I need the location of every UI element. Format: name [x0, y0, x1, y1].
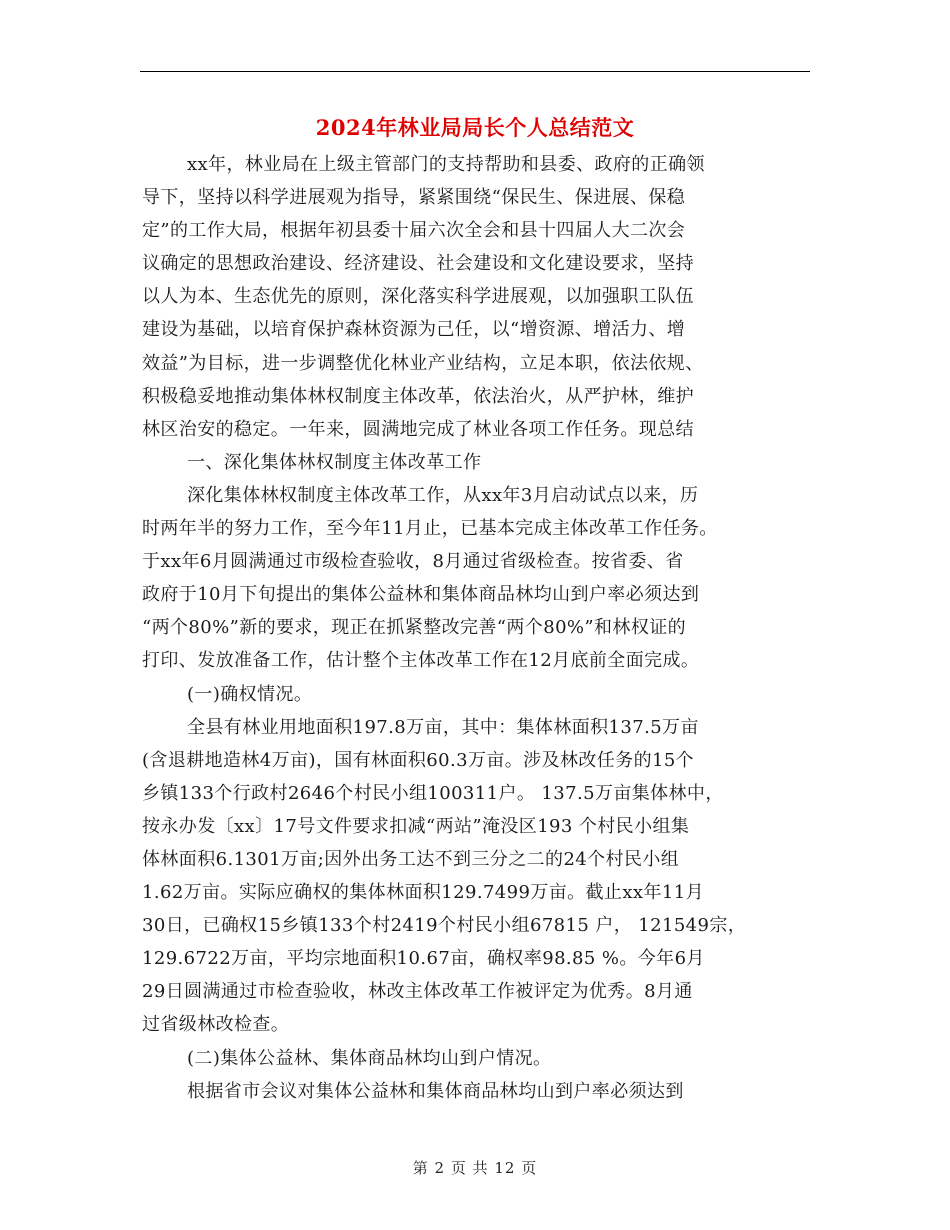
text-line: 体林面积6.1301万亩;因外出务工达不到三分之二的24个村民小组	[142, 848, 680, 870]
text-line: 129.6722万亩，平均宗地面积10.67亩，确权率98.85 %。今年6月	[142, 948, 705, 970]
text-line: 乡镇133个行政村2646个村民小组100311户。 137.5万亩集体林中，	[142, 782, 724, 804]
text-line: 建设为基础，以培育保护森林资源为己任，以“增资源、增活力、增	[142, 319, 686, 341]
text-line: (一)确权情况。	[187, 683, 313, 705]
page-footer: 第 2 页 共 12 页	[412, 1159, 538, 1177]
text-line: 根据省市会议对集体公益林和集体商品林均山到户率必须达到	[187, 1080, 684, 1102]
text-line: 导下，坚持以科学进展观为指导，紧紧围绕“保民生、保进展、保稳	[142, 187, 686, 209]
text-line: xx年，林业局在上级主管部门的支持帮助和县委、政府的正确领	[187, 154, 705, 175]
text-line: 按永办发〔xx〕17号文件要求扣减“两站”淹没区193 个村民小组集	[142, 815, 690, 837]
header-rule	[140, 71, 810, 72]
text-line: 以人为本、生态优先的原则，深化落实科学进展观，以加强职工队伍	[142, 286, 694, 308]
text-line: 积极稳妥地推动集体林权制度主体改革，依法治火，从严护林，维护	[142, 385, 694, 407]
text-line: 30日，已确权15乡镇133个村2419个村民小组67815 户， 121549宗，	[142, 915, 747, 937]
text-line: “两个80%”新的要求，现正在抓紧整改完善“两个80%”和林权证的	[142, 617, 687, 639]
text-line: 时两年半的努力工作，至今年11月止，已基本完成主体改革工作任务。	[142, 518, 718, 540]
text-line: 议确定的思想政治建设、经济建设、社会建设和文化建设要求，坚持	[142, 253, 694, 275]
text-line: 29日圆满通过市检查验收，林改主体改革工作被评定为优秀。8月通	[142, 981, 693, 1003]
document-body	[142, 148, 812, 1108]
text-line: 1.62万亩。实际应确权的集体林面积129.7499万亩。截止xx年11月	[142, 882, 704, 904]
document-title: 2024年林业局局长个人总结范文	[315, 115, 635, 140]
text-line: 过省级林改检查。	[142, 1014, 290, 1036]
text-line: 深化集体林权制度主体改革工作，从xx年3月启动试点以来，历	[187, 484, 699, 506]
text-line: 林区治安的稳定。一年来，圆满地完成了林业各项工作任务。现总结	[142, 418, 694, 440]
text-line: 政府于10月下旬提出的集体公益林和集体商品林均山到户率必须达到	[142, 584, 700, 606]
text-line: 全县有林业用地面积197.8万亩，其中：集体林面积137.5万亩	[187, 716, 699, 738]
text-line: 效益”为目标，进一步调整优化林业产业结构，立足本职，依法依规、	[142, 352, 704, 374]
text-line: 定”的工作大局，根据年初县委十届六次全会和县十四届人大二次会	[142, 220, 686, 242]
text-line: 于xx年6月圆满通过市级检查验收，8月通过省级检查。按省委、省	[142, 551, 684, 573]
text-line: (二)集体公益林、集体商品林均山到户情况。	[187, 1047, 552, 1069]
text-line: 打印、发放准备工作，估计整个主体改革工作在12月底前全面完成。	[142, 650, 700, 672]
text-line: (含退耕地造林4万亩)，国有林面积60.3万亩。涉及林改任务的15个	[142, 749, 695, 771]
text-line: 一、深化集体林权制度主体改革工作	[187, 451, 482, 473]
